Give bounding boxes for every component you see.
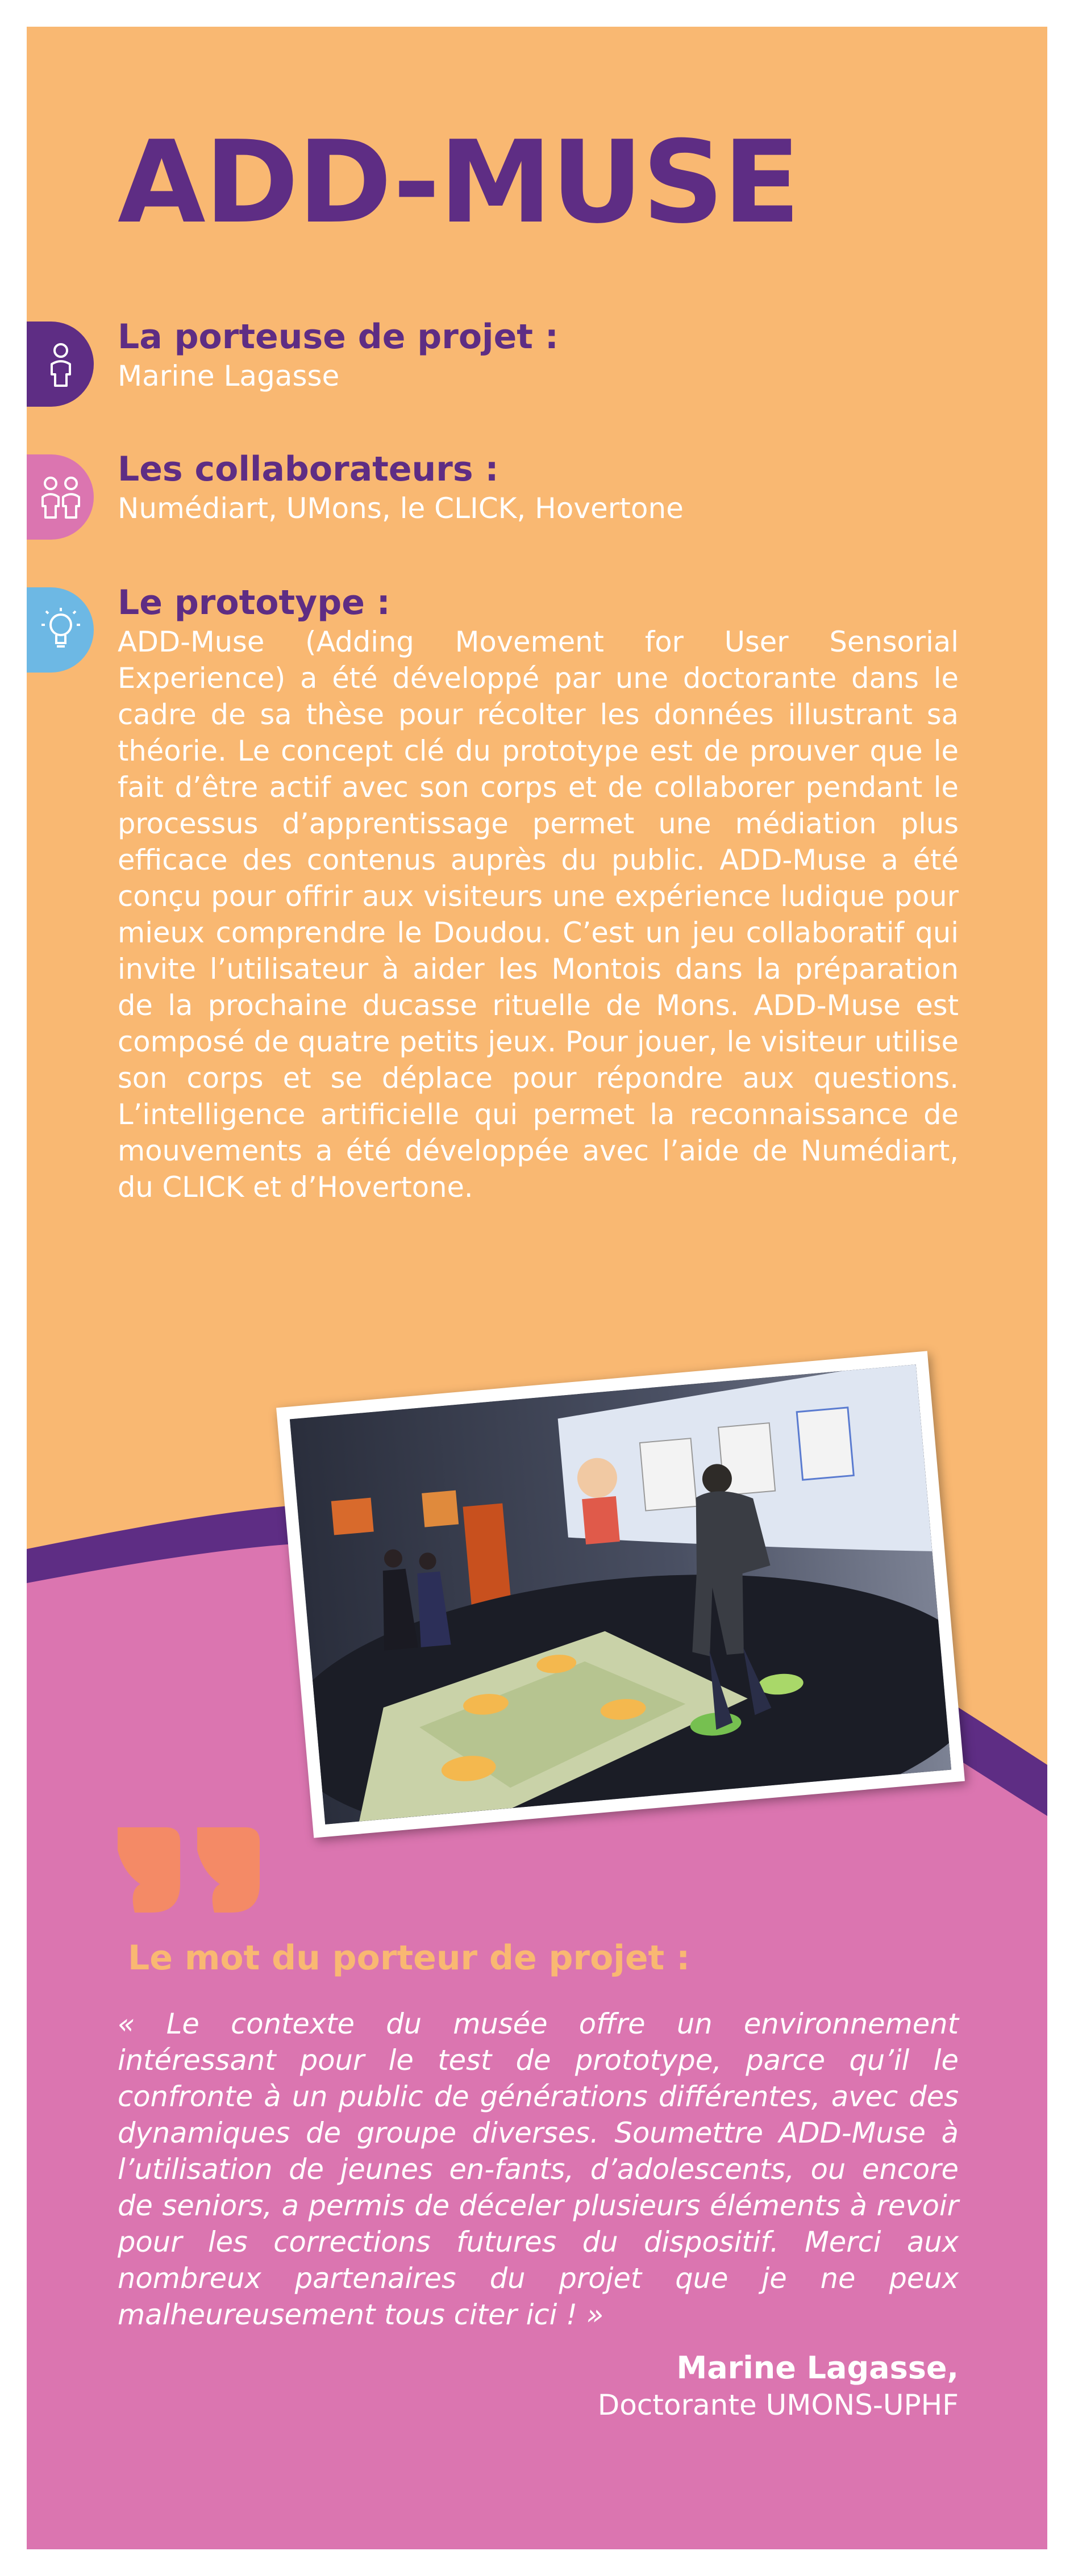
- porteuse-heading: La porteuse de projet :: [118, 317, 559, 357]
- person-icon: [44, 341, 78, 387]
- section-porteuse: [118, 318, 959, 394]
- exhibition-scene: [290, 1364, 951, 1825]
- porteuse-text: Marine Lagasse: [118, 360, 340, 393]
- lightbulb-icon: [38, 606, 84, 654]
- section-collaborateurs: [118, 450, 959, 527]
- collaborateurs-heading: Les collaborateurs :: [118, 449, 499, 489]
- prototype-text: ADD-Muse (Adding Movement for User Sensorial Experience) a été développé par une doctorante dans le cadre de sa thèse pour récolter les données illustrant sa théorie. Le concept clé du prototype est de prouver que le fait d’être actif avec son corps et de collaborer pendant le processus d’apprentissage permet une médiation plus efficace des contenus auprès du public. ADD-Muse a été conçu pour offrir aux visiteurs une expérience ludique pour mieux comprendre le Doudou. C’est un jeu collaboratif qui invite l’utilisateur à aider les Montois dans la préparation de la prochaine ducasse rituelle de Mons. ADD-Muse est composé de quatre petits jeux. Pour jouer, le visiteur utilise son corps et se déplace pour répondre aux questions. L’intelligence artificielle qui permet la reconnaissance de mouvements a été développée avec l’aide de Numédiart, du CLICK et d’Hovertone.: [118, 625, 959, 1204]
- quote-heading: Le mot du porteur de projet :: [128, 1938, 690, 1978]
- page-title: ADD-MUSE: [118, 116, 800, 249]
- quote-author-role: Doctorante UMONS-UPHF: [597, 2389, 959, 2421]
- collaborateurs-text: Numédiart, UMons, le CLICK, Hovertone: [118, 492, 684, 525]
- people-icon: [38, 474, 84, 520]
- quote-text: « Le contexte du musée offre un environnement intéressant pour le test de prototype, parce qu’il le confronte à un public de générations différentes, avec des dynamiques de groupe diverses. Soumettre ADD-Muse à l’utilisation de jeunes en-fants, d’adolescents, ou encore de seniors, a permis de déceler plusieurs éléments à revoir pour les corrections futures du dispositif. Merci aux nombreux partenaires du projet que je ne peux malheureusement tous citer ici ! »: [118, 2007, 959, 2331]
- section-prototype: [118, 584, 959, 1205]
- quote-author: Marine Lagasse,: [676, 2350, 959, 2386]
- photo-frame: [276, 1351, 965, 1838]
- quote-mark-icon: [118, 1827, 265, 1913]
- poster-panel: [27, 27, 1047, 2549]
- exhibition-photo: [290, 1364, 951, 1825]
- prototype-heading: Le prototype :: [118, 583, 390, 623]
